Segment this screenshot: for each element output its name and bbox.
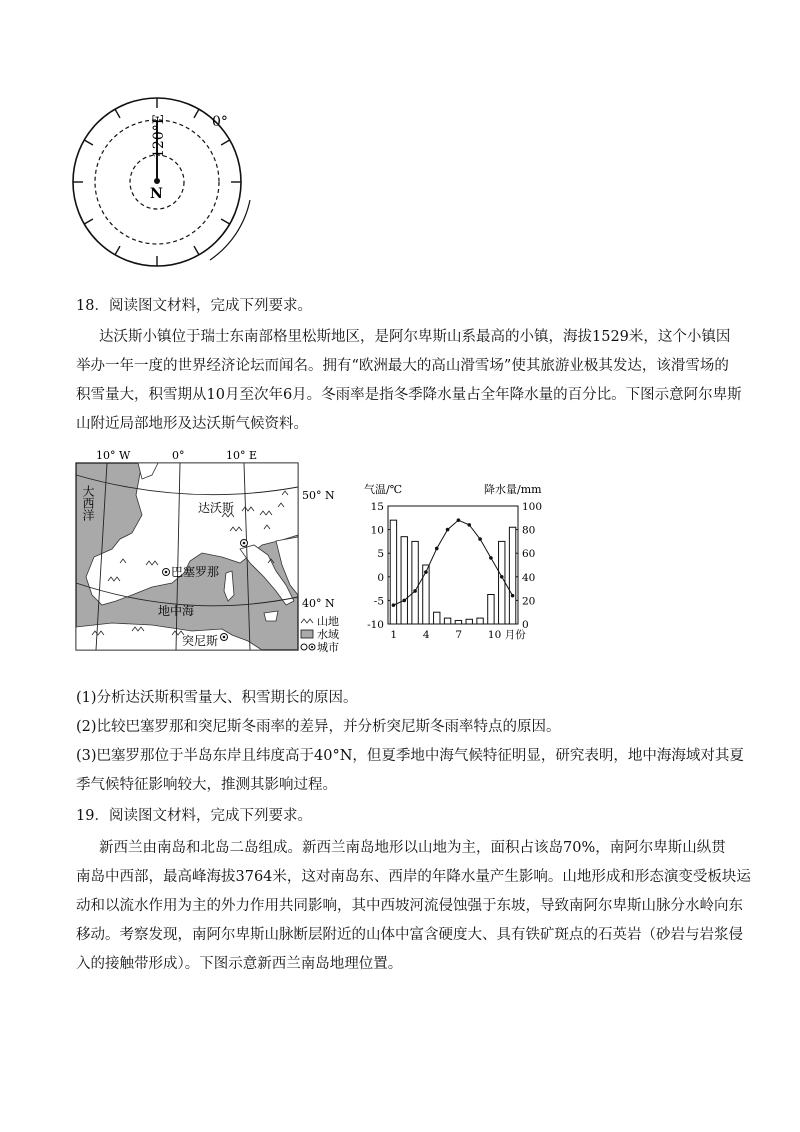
- q18-paragraph-line-1: 达沃斯小镇位于瑞士东南部格里松斯地区，是阿尔卑斯山系最高的小镇，海拔1529米，这个小镇因: [99, 329, 731, 345]
- q18-paragraph-line-3: 积雪量大，积雪期从10月至次年6月。冬雨率是指冬季降水量占全年降水量的百分比。下图示意阿尔卑斯: [76, 387, 742, 403]
- longitude-label-120e: 120°E: [151, 114, 167, 158]
- map-lon-label-10e: 10° E: [226, 449, 258, 462]
- x-axis-label: 月份: [504, 629, 526, 641]
- precip-bar: [455, 620, 461, 624]
- left-tick-label: 10: [370, 524, 384, 537]
- right-tick-label: 60: [522, 548, 536, 561]
- q19-paragraph-line-5: 入的接触带形成）。下图示意新西兰南岛地理位置。: [76, 956, 403, 972]
- davos-climate-chart: [360, 478, 560, 646]
- temperature-point: [424, 570, 428, 574]
- land-sicily: [264, 611, 278, 621]
- temperature-point: [392, 603, 396, 607]
- right-tick-label: 0: [522, 619, 529, 631]
- chart-right-axis-label: 降水量/mm: [484, 483, 542, 496]
- x-tick-label: 7: [455, 629, 463, 641]
- precip-bar: [412, 541, 418, 624]
- legend-mountain-label: 山地: [317, 615, 339, 628]
- legend-city-label: 城市: [317, 641, 339, 654]
- label-mediterranean: 地中海: [158, 604, 195, 618]
- precip-bar: [499, 541, 505, 624]
- legend-city-icon-dot: [311, 646, 313, 648]
- temperature-point: [478, 537, 482, 541]
- map-lon-label-0: 0°: [172, 449, 185, 462]
- left-tick-label: 0: [377, 571, 384, 584]
- precip-bar: [466, 619, 472, 624]
- zero-degree-label: 0°: [212, 114, 228, 130]
- rotation-arc: [210, 200, 250, 260]
- temperature-point: [467, 523, 471, 527]
- q19-paragraph-line-2: 南岛中西部，最高峰海拔3764米，这对南岛东、西岸的年降水量产生影响。山地形成和形态演变受板块运: [76, 869, 751, 885]
- precip-bar: [401, 537, 407, 624]
- left-tick-label: 15: [370, 501, 384, 513]
- north-pole-label: N: [150, 186, 163, 202]
- left-tick-label: -5: [373, 595, 384, 608]
- q18-subquestion-2: (2)比较巴塞罗那和突尼斯冬雨率的差异，并分析突尼斯冬雨率特点的原因。: [76, 719, 561, 735]
- city-tunis-dot: [223, 636, 226, 639]
- q19-paragraph-line-3: 动和以流水作用为主的外力作用共同影响，其中西坡河流侵蚀强于东坡，导致南阿尔卑斯山脉分水岭向东: [76, 898, 743, 914]
- temperature-point: [489, 556, 493, 560]
- q18-subquestion-3-line-1: (3)巴塞罗那位于半岛东岸且纬度高于40°N，但夏季地中海气候特征明显，研究表明，地中海海域对其夏: [76, 748, 744, 764]
- x-tick-label: 10: [487, 629, 502, 641]
- precip-bar: [434, 612, 440, 624]
- temperature-point: [457, 518, 461, 522]
- temperature-point: [511, 594, 515, 598]
- q19-paragraph-line-4: 移动。考察发现，南阿尔卑斯山脉断层附近的山体中富含硬度大、具有铁矿斑点的石英岩（砂岩与岩浆侵: [76, 927, 743, 943]
- temperature-point: [435, 547, 439, 551]
- precip-bar: [509, 527, 515, 624]
- temperature-point: [402, 599, 406, 603]
- right-tick-label: 40: [522, 571, 536, 584]
- x-tick-label: 4: [422, 629, 430, 641]
- map-lat-label-40n: 40° N: [302, 597, 335, 610]
- legend-water-label: 水域: [317, 628, 339, 641]
- q18-paragraph-line-2: 举办一年一度的世界经济论坛而闻名。拥有“欧洲最大的高山滑雪场”使其旅游业极其发达，该滑雪场的: [76, 358, 729, 374]
- temperature-point: [446, 528, 450, 532]
- right-tick-label: 20: [522, 595, 536, 608]
- left-tick-label: -10: [367, 619, 384, 631]
- right-tick-label: 100: [522, 501, 543, 513]
- q18-subquestion-1: (1)分析达沃斯积雪量大、积雪期长的原因。: [76, 690, 358, 706]
- precip-bar: [444, 618, 450, 624]
- q19-paragraph-line-1: 新西兰由南岛和北岛二岛组成。新西兰南岛地形以山地为主，面积占该岛70%，南阿尔卑斯山纵贯: [99, 840, 726, 856]
- q18-paragraph-line-4: 山附近局部地形及达沃斯气候资料。: [76, 416, 308, 432]
- map-lat-label-50n: 50° N: [302, 489, 335, 502]
- precip-bar: [390, 520, 396, 624]
- temperature-point: [413, 589, 417, 593]
- city-barcelona-dot: [165, 571, 168, 574]
- legend-water-icon: [301, 630, 313, 638]
- q19-heading: 19．阅读图文材料，完成下列要求。: [76, 808, 312, 824]
- precip-bar: [488, 595, 494, 625]
- legend-mountain-icon: [301, 619, 313, 623]
- city-davos-dot: [243, 542, 246, 545]
- alps-region-map: [72, 445, 357, 660]
- chart-left-axis-label: 气温/℃: [364, 483, 403, 496]
- map-lon-label-10w: 10° W: [96, 449, 131, 462]
- precip-bar: [477, 618, 483, 624]
- temperature-point: [500, 575, 504, 579]
- x-tick-label: 1: [390, 629, 398, 641]
- temperature-line: [393, 520, 512, 605]
- right-tick-label: 80: [522, 524, 536, 537]
- chart-bars: [390, 520, 516, 624]
- label-barcelona: 巴塞罗那: [171, 565, 220, 579]
- label-davos: 达沃斯: [198, 501, 235, 515]
- left-tick-label: 5: [377, 548, 384, 561]
- chart-line: [392, 518, 515, 607]
- polar-projection-figure: [60, 88, 270, 278]
- q18-heading: 18．阅读图文材料，完成下列要求。: [76, 298, 312, 314]
- q18-subquestion-3-line-2: 季气候特征影响较大，推测其影响过程。: [76, 777, 337, 793]
- legend-city-icon-1: [301, 644, 307, 650]
- label-tunis: 突尼斯: [182, 634, 219, 648]
- north-pole-dot: [154, 178, 160, 184]
- label-atlantic: 大西洋: [81, 485, 95, 521]
